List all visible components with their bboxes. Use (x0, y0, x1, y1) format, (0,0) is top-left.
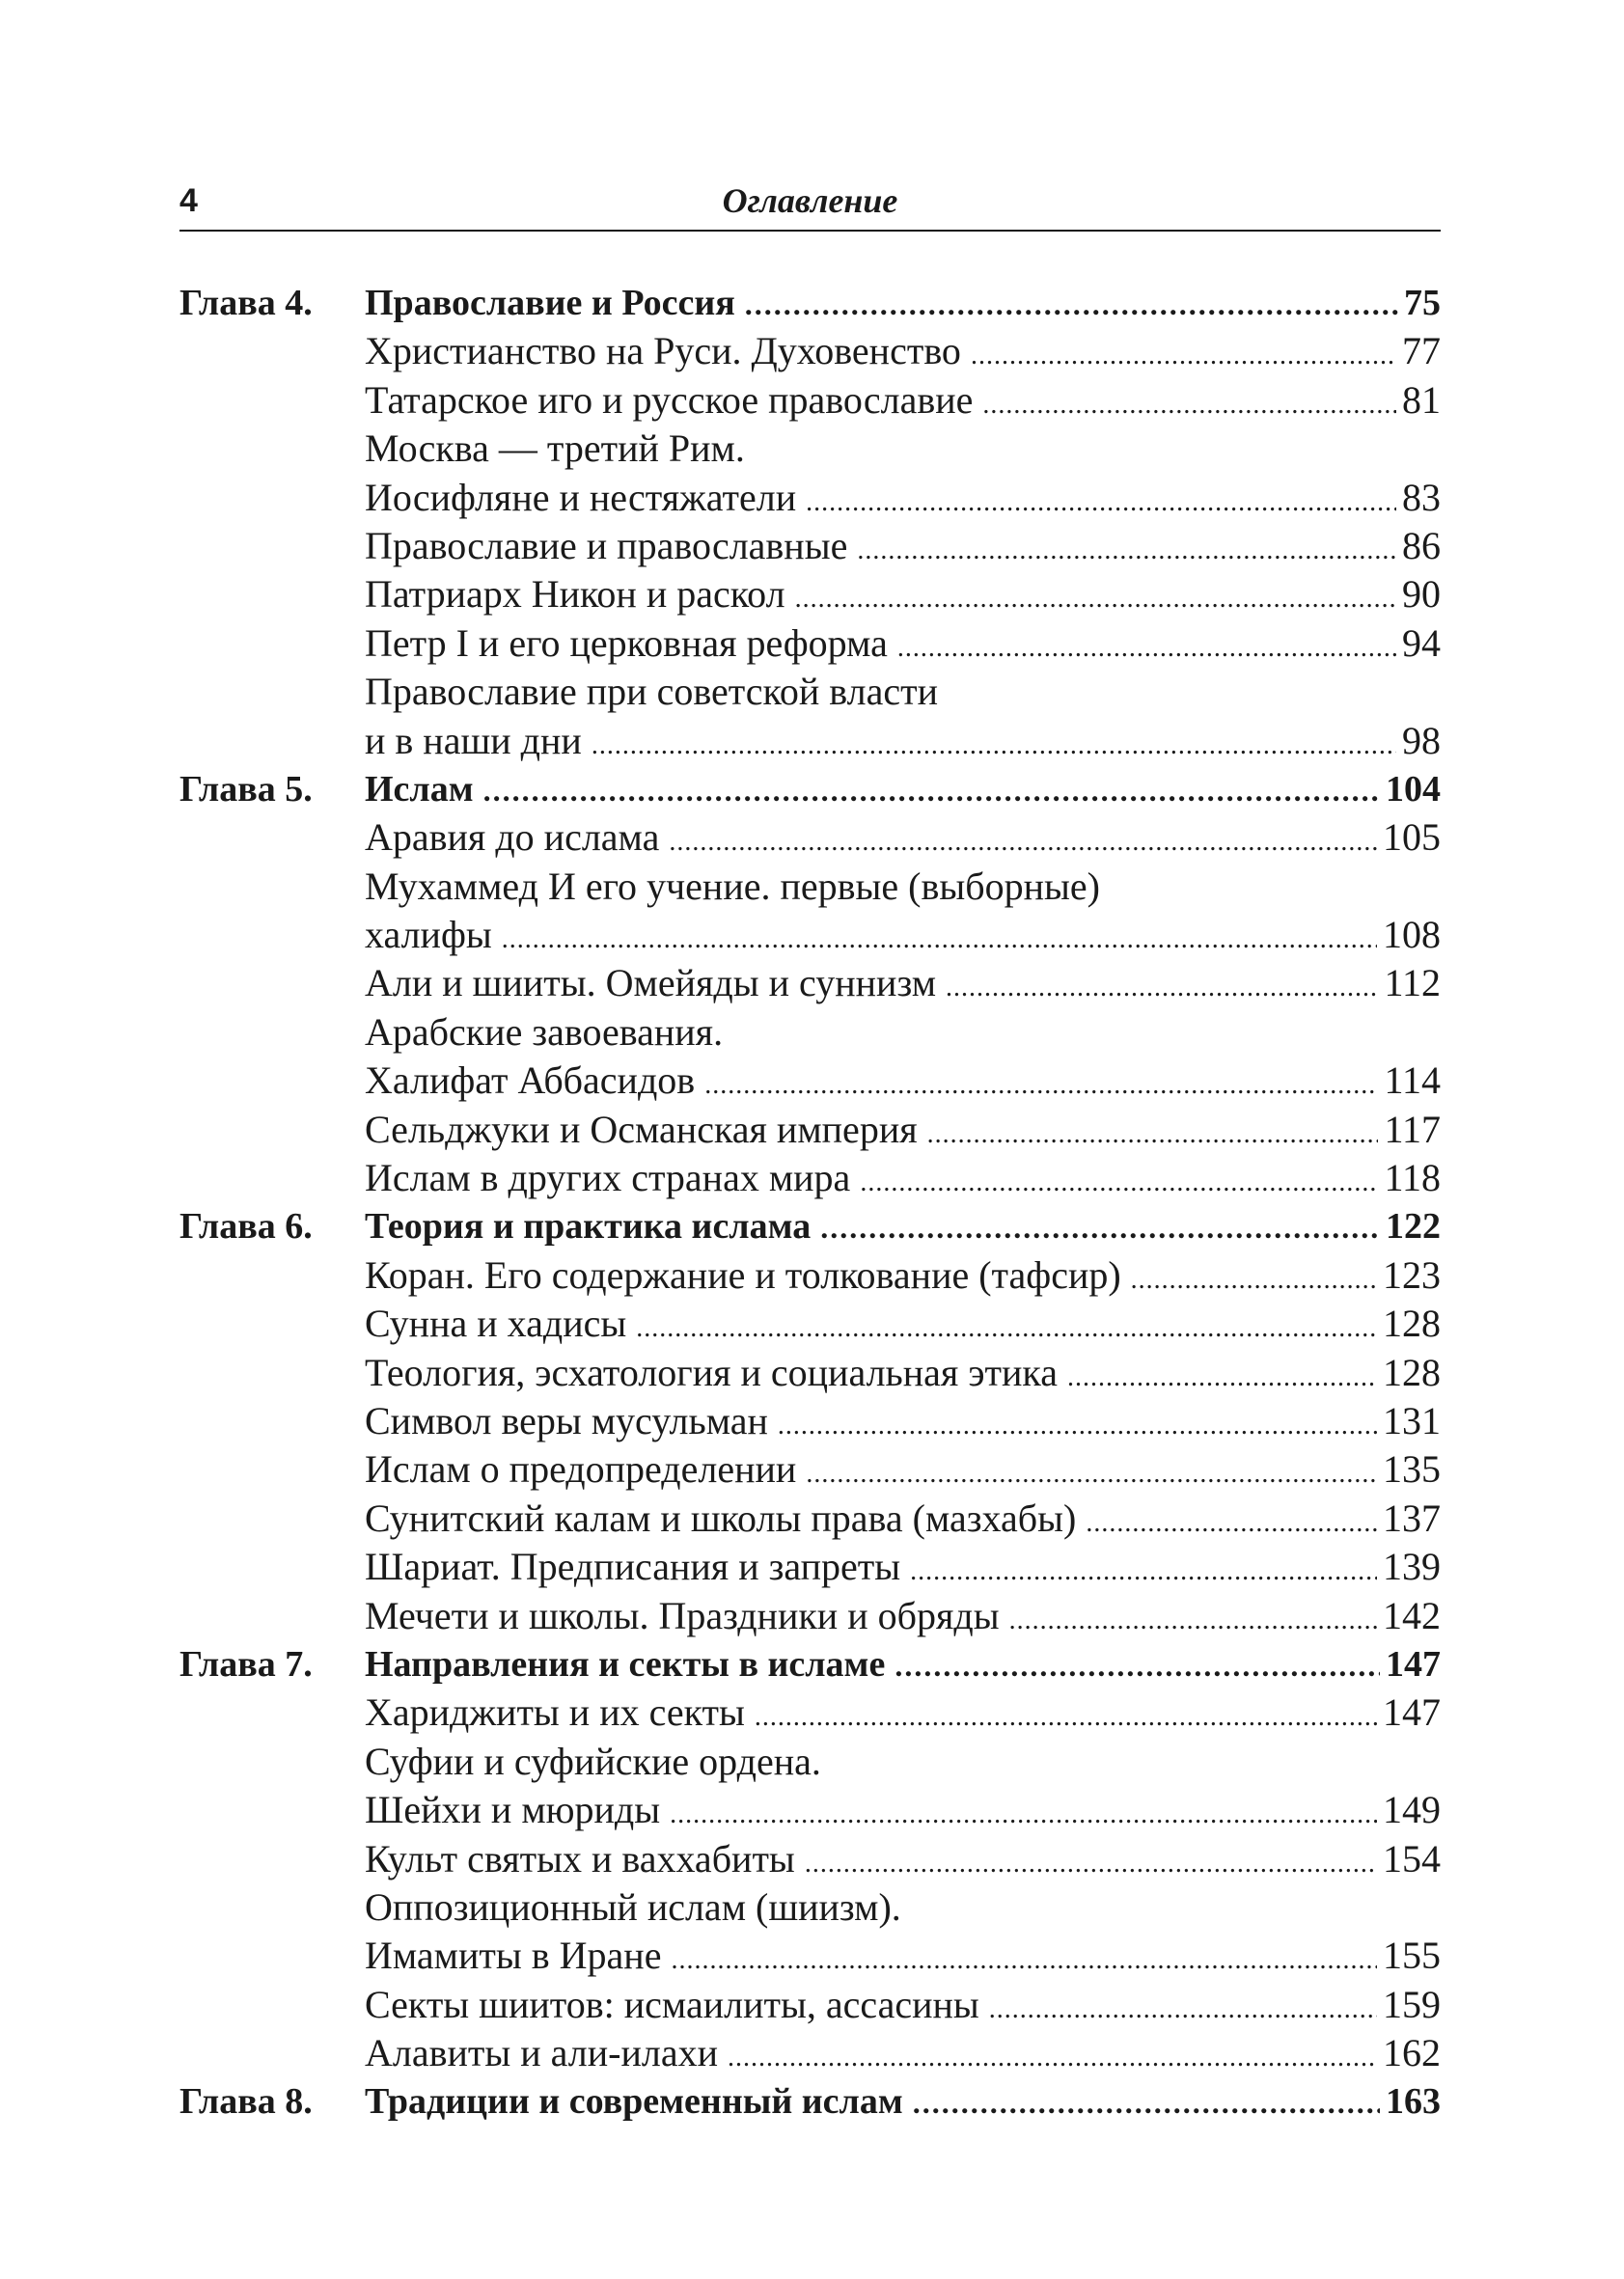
entry-title: Сельджуки и Османская империя (365, 1107, 918, 1151)
entry-title: Сунитский калам и школы права (мазхабы) (365, 1496, 1077, 1540)
toc-entry (365, 2029, 1441, 2082)
entry-title: Сунна и хадисы (365, 1302, 627, 1346)
toc-chapter-line (179, 1202, 1441, 1250)
entry-page-number: 159 (1383, 1982, 1441, 2026)
dot-leader (502, 916, 1377, 964)
entry-title: Ислам о предопределении (365, 1447, 797, 1492)
entry-title: Татарское иго и русское православие (365, 377, 974, 422)
entry-title: Мухаммед И его учение. первые (выборные) (365, 864, 1100, 908)
entry-page-number: 147 (1386, 1643, 1441, 1685)
entry-title: Али и шииты. Омейяды и суннизм (365, 961, 937, 1005)
entry-page-number: 137 (1383, 1496, 1441, 1540)
dot-leader (1086, 1499, 1377, 1548)
toc-entry-line (179, 1689, 1441, 1737)
toc-entry (365, 1835, 1441, 1888)
entry-page-number: 147 (1383, 1690, 1441, 1735)
toc-entry-line (179, 619, 1441, 668)
entry-page-number: 98 (1402, 718, 1441, 762)
entry-title: Теология, эсхатология и социальная этика (365, 1350, 1058, 1394)
entry-title: Мечети и школы. Праздники и обряды (365, 1593, 1000, 1637)
entry-title: Православие при советской власти (365, 670, 938, 714)
toc-entry (365, 1495, 1441, 1548)
dot-leader (671, 1936, 1377, 1985)
toc-entry (365, 1932, 1441, 1985)
toc-entry-line (179, 1883, 1441, 1932)
entry-title: Хариджиты и их секты (365, 1690, 745, 1735)
toc-entry (365, 1883, 1441, 1932)
toc-entry (365, 1592, 1441, 1645)
toc-entry-line (179, 376, 1441, 425)
entry-page-number: 81 (1402, 377, 1441, 422)
toc-entry (365, 570, 1441, 623)
toc-entry (365, 1202, 1441, 1251)
entry-title: Арабские завоевания. (365, 1009, 724, 1054)
entry-title: Халифат Аббасидов (365, 1058, 696, 1103)
entry-title: Алавиты и али-илахи (365, 2031, 718, 2075)
toc-entry (365, 376, 1441, 429)
entry-title: Теория и практика ислама (365, 1206, 812, 1248)
page-header (179, 172, 1441, 232)
entry-title: Православие и Россия (365, 283, 735, 323)
toc-entry (365, 279, 1441, 328)
toc-entry (365, 425, 1441, 473)
chapter-label: Глава 8. (179, 2081, 313, 2123)
toc-entry-line (179, 1495, 1441, 1543)
toc-entry-line (179, 813, 1441, 862)
entry-page-number: 77 (1402, 329, 1441, 373)
toc-entry-line (179, 570, 1441, 618)
entry-title: Шейхи и мюриды (365, 1788, 661, 1832)
chapter-label: Глава 5. (179, 768, 313, 810)
entry-page-number: 94 (1402, 620, 1441, 665)
entry-page-number: 83 (1402, 475, 1441, 519)
entry-title: Аравия до ислама (365, 815, 660, 860)
entry-page-number: 117 (1384, 1107, 1441, 1151)
entry-page-number: 155 (1383, 1934, 1441, 1978)
entry-title: и в наши дни (365, 718, 582, 762)
toc-entry-line (179, 911, 1441, 959)
toc-chapter-line (179, 765, 1441, 813)
entry-page-number: 135 (1383, 1447, 1441, 1492)
toc-entry (365, 2077, 1441, 2127)
entry-page-number: 149 (1383, 1788, 1441, 1832)
toc-entry-line (179, 1981, 1441, 2029)
toc-entry-line (179, 2029, 1441, 2077)
toc-entry (365, 1154, 1441, 1207)
entry-title: халифы (365, 913, 492, 957)
dot-leader (806, 1450, 1377, 1498)
dot-leader (483, 766, 1380, 814)
toc-entry (365, 1300, 1441, 1353)
dot-leader (670, 1791, 1377, 1839)
toc-entry-line (179, 1543, 1441, 1591)
entry-title: Патриарх Никон и раскол (365, 572, 785, 617)
entry-title: Шариат. Предписания и запреты (365, 1545, 901, 1589)
dot-leader (897, 624, 1396, 673)
dot-leader (728, 2034, 1377, 2082)
dot-leader (913, 2078, 1380, 2127)
dot-leader (778, 1402, 1377, 1450)
entry-page-number: 163 (1386, 2081, 1441, 2123)
entry-page-number: 118 (1384, 1156, 1441, 1200)
toc-entry (365, 668, 1441, 716)
table-of-contents (179, 279, 1441, 2127)
entry-title: Суфии и суфийские ордена. (365, 1739, 821, 1783)
toc-entry (365, 1106, 1441, 1159)
entry-title: Направления и секты в исламе (365, 1643, 886, 1685)
entry-title: Ислам в других странах мира (365, 1156, 851, 1200)
toc-entry-line (179, 717, 1441, 765)
dot-leader (946, 964, 1378, 1012)
entry-page-number: 90 (1402, 572, 1441, 617)
toc-entry-line (179, 863, 1441, 911)
entry-page-number: 142 (1383, 1593, 1441, 1637)
entry-title: Секты шиитов: исмаилиты, ассасины (365, 1982, 979, 2026)
toc-entry (365, 813, 1441, 866)
entry-page-number: 162 (1383, 2031, 1441, 2075)
toc-chapter-line (179, 1640, 1441, 1689)
toc-entry (365, 1349, 1441, 1402)
chapter-label: Глава 6. (179, 1206, 313, 1248)
dot-leader (806, 479, 1396, 527)
entry-title: Оппозиционный ислам (шиизм). (365, 1884, 901, 1929)
dot-leader (910, 1548, 1377, 1596)
toc-entry (365, 1786, 1441, 1839)
dot-leader (860, 1159, 1378, 1207)
dot-leader (927, 1111, 1379, 1159)
toc-entry-line (179, 959, 1441, 1007)
toc-entry-line (179, 1349, 1441, 1397)
dot-leader (669, 818, 1377, 866)
dot-leader (745, 280, 1398, 328)
running-title: Оглавление (722, 181, 898, 220)
toc-entry-line (179, 1835, 1441, 1883)
dot-leader (857, 527, 1396, 575)
toc-entry (365, 1445, 1441, 1498)
toc-entry (365, 1738, 1441, 1786)
toc-entry (365, 1008, 1441, 1057)
toc-entry-line (179, 1738, 1441, 1786)
entry-title: Имамиты в Иране (365, 1934, 662, 1978)
entry-page-number: 104 (1386, 768, 1441, 810)
toc-entry (365, 717, 1441, 770)
toc-entry (365, 327, 1441, 380)
entry-page-number: 112 (1384, 961, 1441, 1005)
entry-page-number: 128 (1383, 1350, 1441, 1394)
toc-entry (365, 863, 1441, 911)
entry-title: Символ веры мусульман (365, 1398, 768, 1442)
toc-entry (365, 1057, 1441, 1110)
entry-page-number: 123 (1383, 1252, 1441, 1297)
entry-page-number: 122 (1386, 1206, 1441, 1248)
toc-entry-line (179, 425, 1441, 473)
entry-page-number: 128 (1383, 1302, 1441, 1346)
toc-entry (365, 1640, 1441, 1689)
dot-leader (755, 1693, 1377, 1742)
entry-page-number: 75 (1404, 283, 1441, 323)
entry-title: Москва — третий Рим. (365, 426, 745, 471)
toc-entry-line (179, 1786, 1441, 1834)
entry-title: Христианство на Руси. Духовенство (365, 329, 961, 373)
toc-entry (365, 1251, 1441, 1304)
toc-entry (365, 1981, 1441, 2034)
entry-page-number: 154 (1383, 1836, 1441, 1881)
toc-entry (365, 765, 1441, 814)
dot-leader (1131, 1256, 1377, 1304)
entry-page-number: 108 (1383, 913, 1441, 957)
entry-page-number: 139 (1383, 1545, 1441, 1589)
toc-entry-line (179, 1300, 1441, 1348)
page-number: 4 (179, 182, 198, 219)
dot-leader (895, 1641, 1380, 1689)
chapter-label: Глава 4. (179, 283, 313, 323)
toc-chapter-line (179, 2077, 1441, 2126)
dot-leader (592, 722, 1396, 770)
dot-leader (989, 1986, 1377, 2034)
dot-leader (820, 1203, 1380, 1251)
toc-entry (365, 911, 1441, 964)
toc-entry-line (179, 1251, 1441, 1300)
toc-entry (365, 959, 1441, 1012)
entry-title: Ислам (365, 768, 474, 810)
dot-leader (805, 1840, 1377, 1888)
entry-page-number: 105 (1383, 815, 1441, 860)
toc-entry-line (179, 1397, 1441, 1445)
entry-title: Иосифляне и нестяжатели (365, 475, 797, 519)
toc-entry (365, 1397, 1441, 1450)
toc-entry-line (179, 1008, 1441, 1057)
toc-entry-line (179, 1154, 1441, 1202)
toc-entry (365, 522, 1441, 575)
entry-title: Культ святых и ваххабиты (365, 1836, 795, 1881)
dot-leader (971, 332, 1396, 380)
toc-entry-line (179, 1592, 1441, 1640)
toc-entry-line (179, 1932, 1441, 1980)
entry-title: Петр I и его церковная реформа (365, 620, 888, 665)
dot-leader (704, 1061, 1378, 1110)
toc-entry-line (179, 1106, 1441, 1154)
entry-page-number: 114 (1384, 1058, 1441, 1103)
entry-page-number: 86 (1402, 523, 1441, 567)
toc-entry (365, 1689, 1441, 1742)
toc-entry (365, 619, 1441, 673)
entry-title: Традиции и современный ислам (365, 2081, 903, 2123)
entry-title: Православие и православные (365, 523, 848, 567)
dot-leader (1067, 1354, 1377, 1402)
toc-entry (365, 474, 1441, 527)
toc-entry-line (179, 522, 1441, 570)
toc-entry-line (179, 1445, 1441, 1494)
toc-entry-line (179, 474, 1441, 522)
entry-title: Коран. Его содержание и толкование (тафсир) (365, 1252, 1121, 1297)
dot-leader (982, 381, 1396, 429)
toc-entry-line (179, 668, 1441, 716)
dot-leader (1009, 1597, 1377, 1645)
toc-entry-line (179, 327, 1441, 375)
dot-leader (795, 575, 1396, 623)
entry-page-number: 131 (1383, 1398, 1441, 1442)
dot-leader (636, 1304, 1377, 1353)
toc-entry (365, 1543, 1441, 1596)
toc-entry-line (179, 1057, 1441, 1105)
chapter-label: Глава 7. (179, 1643, 313, 1685)
toc-chapter-line (179, 279, 1441, 327)
